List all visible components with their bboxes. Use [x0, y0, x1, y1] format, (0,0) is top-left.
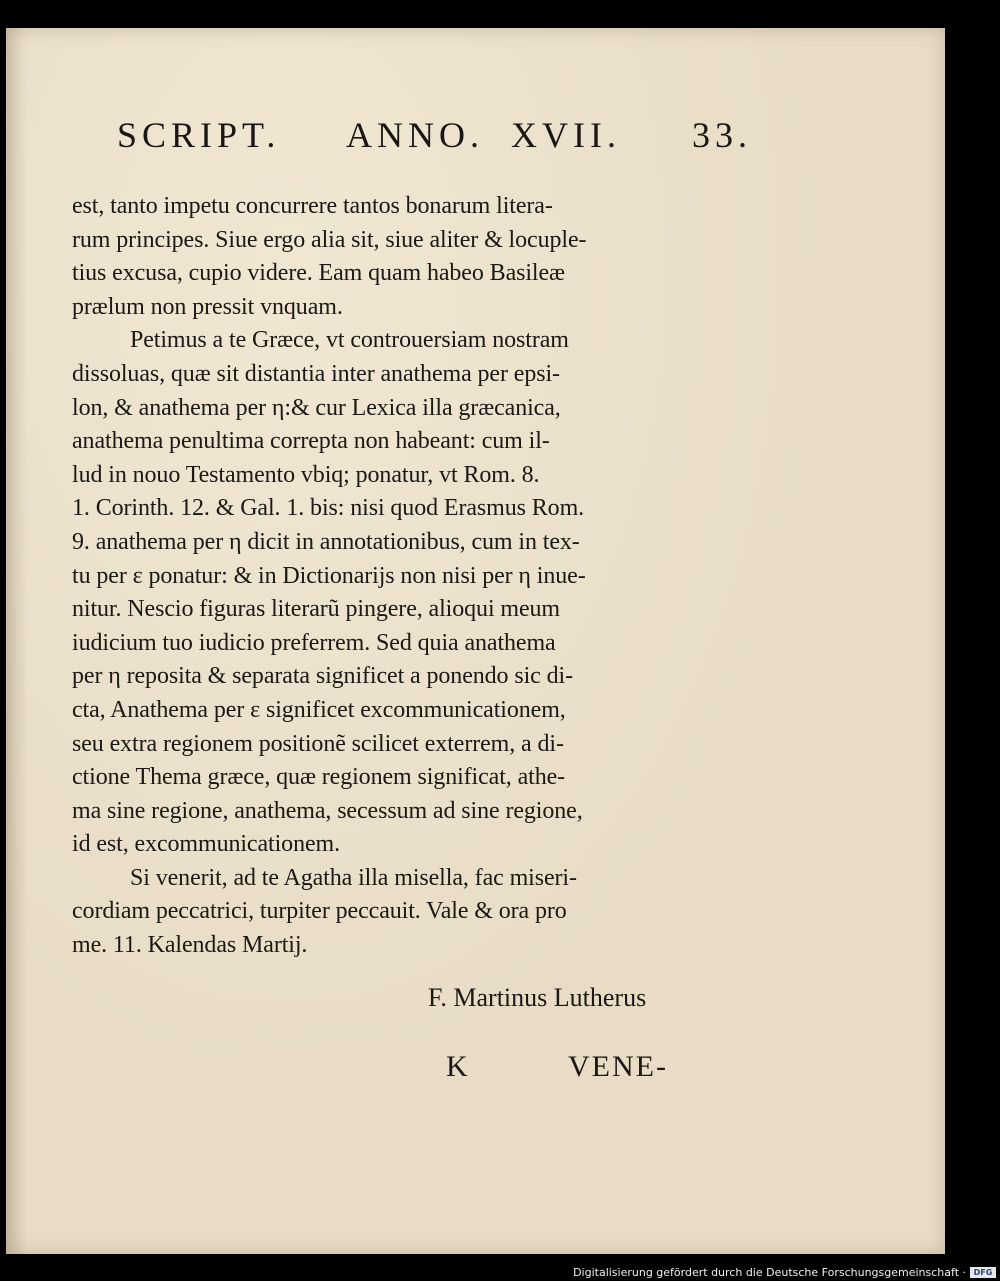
- text-line: ma sine regione, anathema, secessum ad sine regione,: [72, 797, 583, 824]
- text-line: lud in nouo Testamento vbiq; ponatur, vt Rom. 8.: [72, 461, 540, 488]
- running-head-year: XVII.: [511, 115, 621, 155]
- folio-number: 33.: [692, 115, 752, 155]
- book-page: [6, 28, 945, 1254]
- dfg-logo-icon: DFG: [970, 1267, 996, 1278]
- text-line: anathema penultima correpta non habeant: cum il-: [72, 428, 550, 455]
- signature-mark: K: [446, 1050, 468, 1083]
- text-line: lon, & anathema per η:& cur Lexica illa græcanica,: [72, 394, 561, 421]
- running-head: [117, 114, 757, 174]
- text-line: seu extra regionem positionẽ scilicet exterrem, a di-: [72, 730, 564, 757]
- text-line: dissoluas, quæ sit distantia inter anathema per epsi-: [72, 360, 560, 387]
- text-line: Petimus a te Græce, vt controuersiam nostram: [130, 327, 569, 354]
- letter-body: [72, 190, 697, 963]
- text-line: id est, excommunicationem.: [72, 831, 340, 858]
- text-line: iudicium tuo iudicio preferrem. Sed quia anathema: [72, 629, 556, 656]
- running-head-anno: ANNO.: [346, 115, 484, 155]
- text-line: nitur. Nescio figuras literarũ pingere, alioqui meum: [72, 596, 560, 623]
- text-line: cta, Anathema per ε significet excommunicationem,: [72, 696, 566, 723]
- text-line: 9. anathema per η dicit in annotationibus, cum in tex-: [72, 528, 580, 555]
- text-line: est, tanto impetu concurrere tantos bonarum litera-: [72, 193, 553, 219]
- text-line: 1. Corinth. 12. & Gal. 1. bis: nisi quod Erasmus Rom.: [72, 495, 585, 522]
- text-line: rum principes. Siue ergo alia sit, siue aliter & locuple-: [72, 226, 587, 253]
- text-line: tius excusa, cupio videre. Eam quam habeo Basileæ: [72, 260, 565, 287]
- text-line: cordiam peccatrici, turpiter peccauit. Vale & ora pro: [72, 898, 567, 925]
- digitization-credit: Digitalisierung gefördert durch die Deutsche Forschungsgemeinschaft ·: [573, 1266, 966, 1279]
- signature: F. Martinus Lutherus: [428, 983, 647, 1012]
- catchword: VENE-: [568, 1050, 668, 1083]
- text-line: ctione Thema græce, quæ regionem significat, athe-: [72, 764, 566, 791]
- text-line: prælum non pressit vnquam.: [72, 293, 343, 320]
- text-line: Si venerit, ad te Agatha illa misella, fac miseri-: [130, 864, 577, 891]
- running-head-script: SCRIPT.: [117, 115, 281, 155]
- text-line: per η reposita & separata significet a ponendo sic di-: [72, 663, 573, 690]
- text-line: tu per ε ponatur: & in Dictionarijs non nisi per η inue-: [72, 562, 586, 589]
- text-line: me. 11. Kalendas Martij.: [72, 932, 308, 959]
